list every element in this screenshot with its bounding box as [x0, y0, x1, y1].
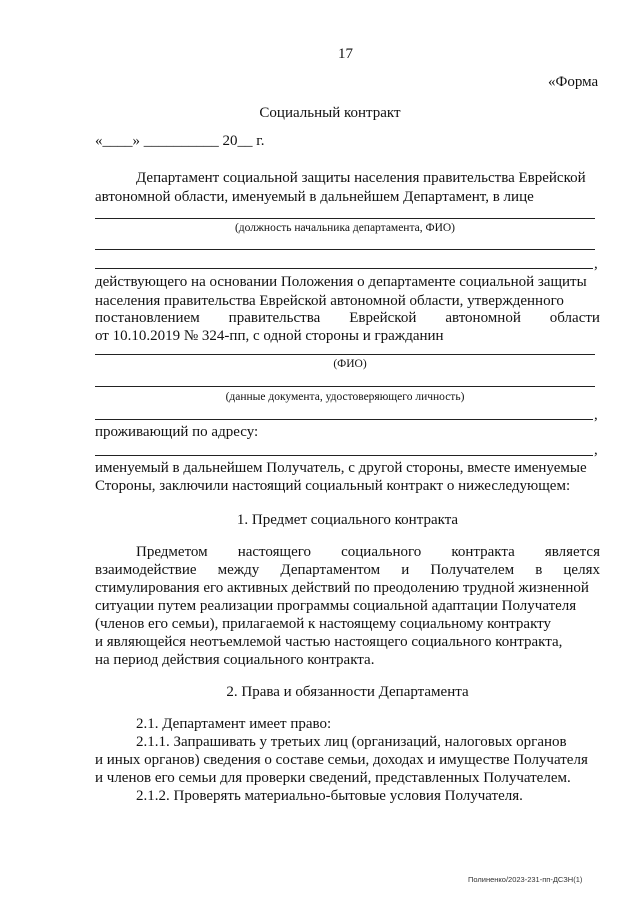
section-1-word: взаимодействие [95, 562, 197, 578]
page-number: 17 [338, 46, 353, 62]
acting-word: области [549, 310, 600, 326]
item-2-1-1-line-3: и членов его семьи для проверки сведений, представленных Получателем. [95, 770, 571, 786]
acting-word: автономной [445, 310, 521, 326]
item-2-1-2: 2.1.2. Проверять материально-бытовые условия Получателя. [136, 788, 523, 804]
section-2-heading: 2. Права и обязанности Департамента [226, 684, 469, 700]
section-1-word: и [401, 562, 410, 578]
fio-underline [95, 354, 595, 355]
position-underline [95, 218, 595, 219]
footer-code: Полиненко/2023-231-пп-ДСЗН(1) [468, 875, 583, 884]
section-1-word: настоящего [237, 544, 312, 560]
document-title: Социальный контракт [259, 105, 401, 121]
address-underline [95, 455, 593, 456]
item-2-1: 2.1. Департамент имеет право: [136, 716, 332, 732]
section-1-heading: 1. Предмет социального контракта [236, 512, 459, 528]
section-1-word: Предметом [136, 544, 208, 560]
section-1-word: Департаментом [280, 562, 381, 578]
caption-document: (данные документа, удостоверяющего личность) [225, 391, 465, 403]
section-1-line-1 [136, 544, 600, 562]
section-1-line-3: стимулирования его активных действий по преодолению трудной жизненной [95, 580, 589, 596]
caption-position: (должность начальника департамента, ФИО) [234, 222, 456, 234]
blank-line-3 [95, 419, 593, 420]
section-1-word: контракта [451, 544, 515, 560]
form-label: «Форма [548, 74, 599, 90]
section-1-line-5: (членов его семьи), прилагаемой к настоящему социальному контракту [95, 616, 552, 632]
acting-word: правительства [228, 310, 321, 326]
date-line [95, 133, 264, 151]
date-text: «____» __________ 20__ г. [95, 133, 265, 149]
comma-3: , [594, 442, 598, 458]
acting-line-4: от 10.10.2019 № 324-пп, с одной стороны и гражданин [95, 328, 444, 344]
section-1-word: Получателем [430, 562, 515, 578]
intro-line-1: Департамент социальной защиты населения правительства Еврейской [136, 170, 586, 186]
recipient-line-2: Стороны, заключили настоящий социальный контракт о нижеследующем: [95, 478, 571, 494]
item-2-1-1-line-1: 2.1.1. Запрашивать у третьих лиц (организаций, налоговых органов [136, 734, 567, 750]
item-2-1-1-line-2: и иных органов) сведения о составе семьи, доходах и имуществе Получателя [95, 752, 588, 768]
section-1-word: целях [563, 562, 600, 578]
caption-fio: (ФИО) [333, 358, 367, 370]
recipient-line-1: именуемый в дальнейшем Получатель, с другой стороны, вместе именуемые [95, 460, 587, 476]
section-1-line-2 [95, 562, 600, 580]
section-1-word: между [217, 562, 260, 578]
comma-2: , [594, 407, 598, 423]
acting-word: постановлением [95, 310, 200, 326]
document-underline [95, 386, 595, 387]
section-1-word: является [544, 544, 600, 560]
comma-1: , [594, 256, 598, 272]
section-1-line-6: и являющейся неотъемлемой частью настоящего социального контракта, [95, 634, 563, 650]
section-1-line-4: ситуации путем реализации программы социальной адаптации Получателя [95, 598, 577, 614]
acting-line-1: действующего на основании Положения о департаменте социальной защиты [95, 274, 587, 290]
section-1-word: социального [341, 544, 422, 560]
acting-line-2: населения правительства Еврейской автономной области, утвержденного [95, 293, 564, 309]
residing-label: проживающий по адресу: [95, 424, 259, 440]
acting-line-3 [95, 310, 600, 328]
blank-line-1 [95, 249, 595, 250]
blank-line-2 [95, 268, 593, 269]
section-1-line-7: на период действия социального контракта. [95, 652, 375, 668]
acting-word: Еврейской [349, 310, 417, 326]
section-1-word: в [535, 562, 543, 578]
intro-line-2: автономной области, именуемый в дальнейшем Департамент, в лице [95, 189, 534, 205]
